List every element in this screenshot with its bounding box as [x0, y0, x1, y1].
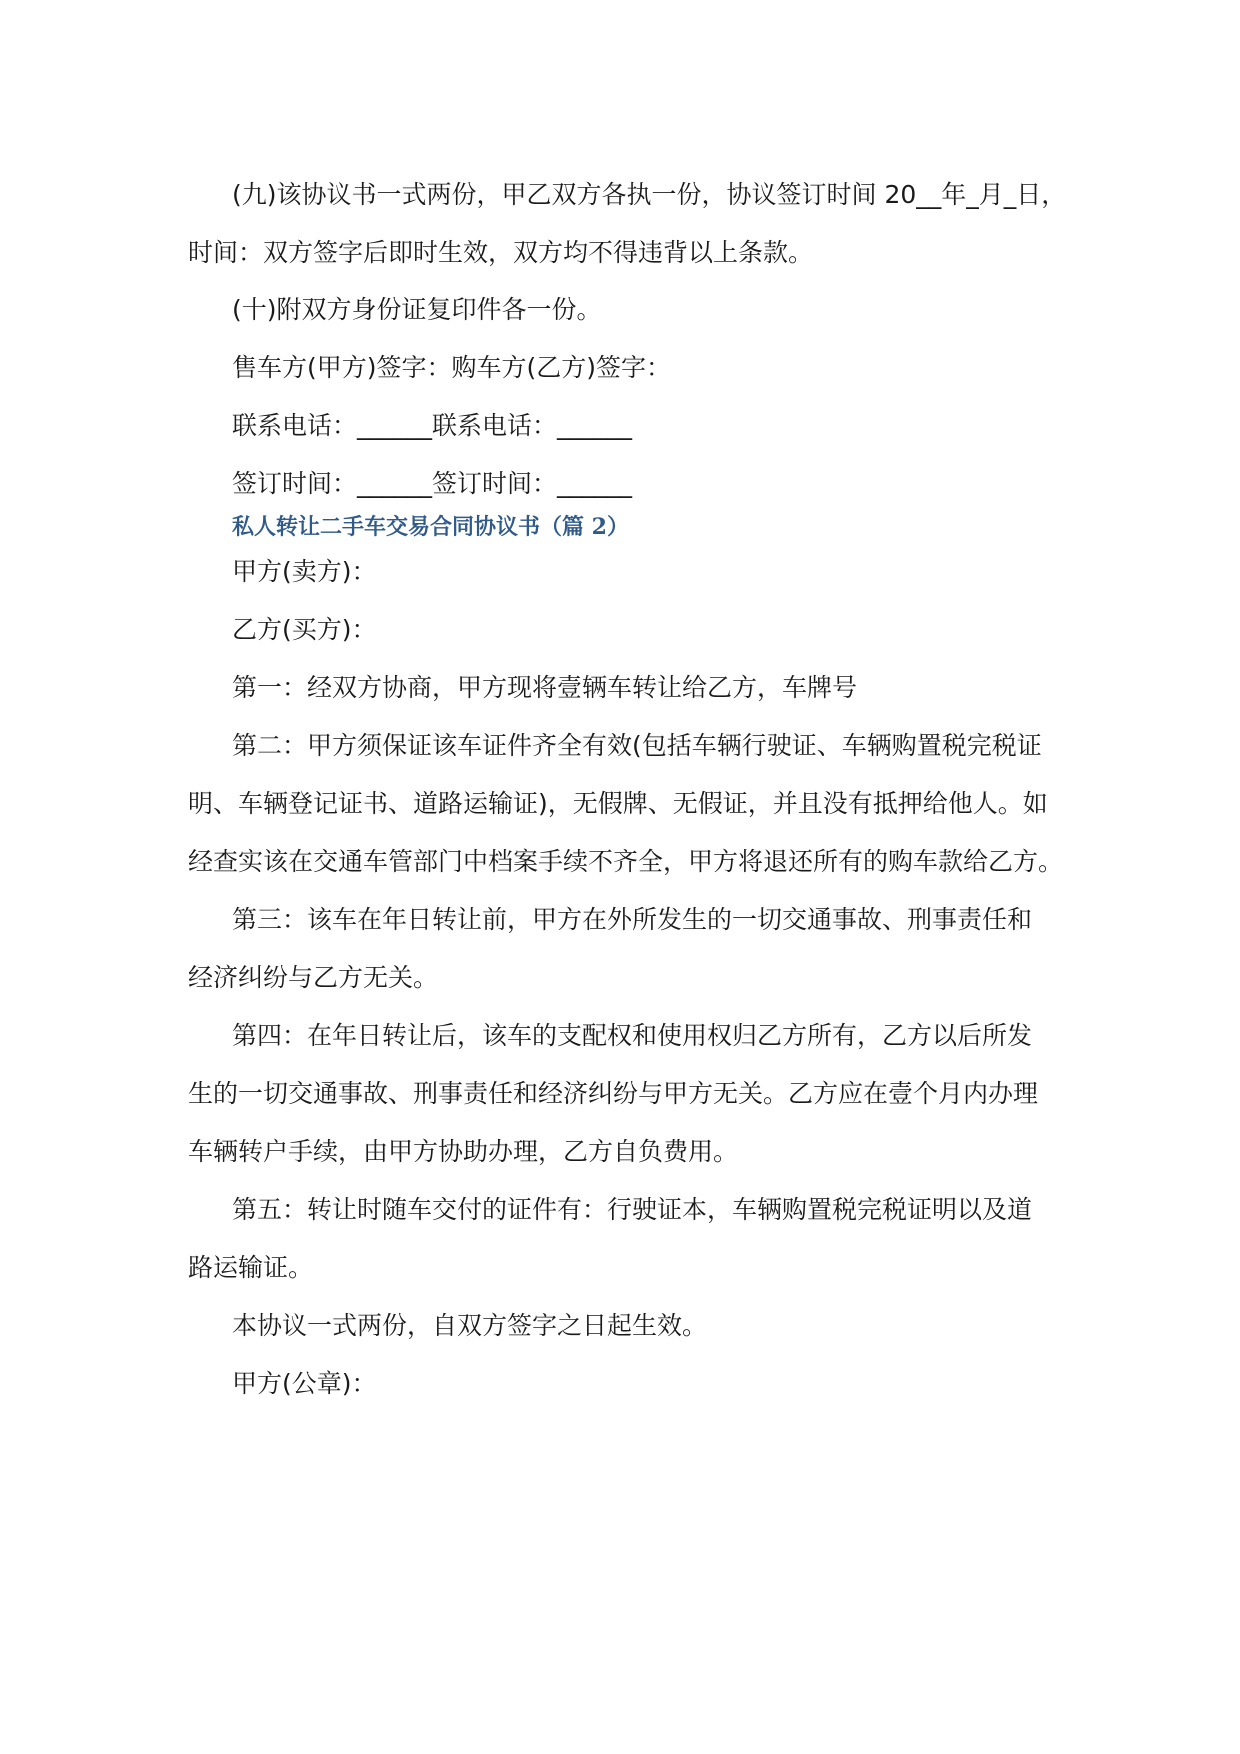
signature-line: 售车方(甲方)签字：购车方(乙方)签字：: [232, 353, 672, 382]
effect-clause: 本协议一式两份，自双方签字之日起生效。: [232, 1311, 708, 1340]
clause-5-line-1: 第五：转让时随车交付的证件有：行驶证本，车辆购置税完税证明以及道: [232, 1195, 1033, 1224]
party-a-seal: 甲方(公章)：: [232, 1369, 377, 1398]
clause-9-line-2: 时间：双方签字后即时生效，双方均不得违背以上条款。: [188, 238, 814, 267]
clause-4-line-3: 车辆转户手续，由甲方协助办理，乙方自负费用。: [188, 1137, 739, 1166]
phone-line: 联系电话：______联系电话：______: [232, 411, 633, 440]
clause-3-line-2: 经济纠纷与乙方无关。: [188, 963, 439, 992]
clause-2-line-1: 第二：甲方须保证该车证件齐全有效(包括车辆行驶证、车辆购置税完税证: [232, 731, 1042, 760]
party-a-seller: 甲方(卖方)：: [232, 557, 377, 586]
clause-10: (十)附双方身份证复印件各一份。: [232, 295, 602, 324]
section-heading: 私人转让二手车交易合同协议书（篇 2）: [232, 514, 629, 540]
clause-1: 第一：经双方协商，甲方现将壹辆车转让给乙方，车牌号: [232, 673, 858, 702]
clause-4-line-1: 第四：在年日转让后，该车的支配权和使用权归乙方所有，乙方以后所发: [232, 1021, 1033, 1050]
sign-date-line: 签订时间：______签订时间：______: [232, 469, 633, 498]
clause-3-line-1: 第三：该车在年日转让前，甲方在外所发生的一切交通事故、刑事责任和: [232, 905, 1033, 934]
clause-2-line-2: 明、车辆登记证书、道路运输证)，无假牌、无假证，并且没有抵押给他人。如: [188, 789, 1048, 818]
clause-2-line-3: 经查实该在交通车管部门中档案手续不齐全，甲方将退还所有的购车款给乙方。: [188, 847, 1064, 876]
clause-5-line-2: 路运输证。: [188, 1253, 314, 1282]
clause-9-line-1: (九)该协议书一式两份，甲乙双方各执一份，协议签订时间 20__年_月_日，: [232, 180, 1067, 209]
party-b-buyer: 乙方(买方)：: [232, 615, 377, 644]
clause-4-line-2: 生的一切交通事故、刑事责任和经济纠纷与甲方无关。乙方应在壹个月内办理: [188, 1079, 1039, 1108]
